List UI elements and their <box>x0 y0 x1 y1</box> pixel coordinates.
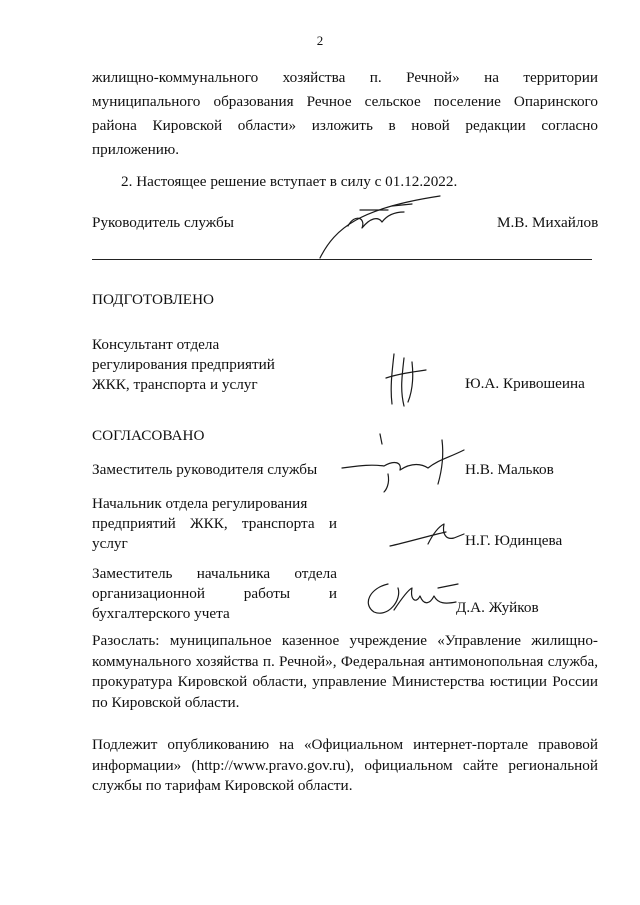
role-line: организационной работы и <box>92 585 337 602</box>
role-line: ЖКК, транспорта и услуг <box>92 376 258 393</box>
distribution-paragraph <box>92 631 598 713</box>
agreed-role-3 <box>92 564 337 624</box>
role-line: Начальник отдела регулирования <box>92 495 308 512</box>
head-signature <box>300 188 450 268</box>
agreed-role-2 <box>92 494 337 554</box>
text-line: прокуратура Кировской области, управление Министерства юстиции России <box>92 673 598 690</box>
agreed-signature-2 <box>388 520 468 552</box>
text-line: коммунального хозяйства п. Речной», Федеральная антимонопольная служба, <box>92 652 598 670</box>
text-line: приложению. <box>92 141 180 158</box>
text-line: информации» (http://www.pravo.gov.ru), официальном сайте региональной <box>92 756 598 774</box>
head-role: Руководитель службы <box>92 214 234 231</box>
prepared-role <box>92 335 275 395</box>
publication-paragraph <box>92 735 598 797</box>
text-line: района Кировской области» изложить в новой редакции согласно <box>92 117 598 134</box>
role-line: предприятий ЖКК, транспорта и <box>92 515 337 532</box>
role-line: услуг <box>92 535 128 552</box>
head-name: М.В. Михайлов <box>497 214 599 231</box>
text-line: по Кировской области. <box>92 693 240 711</box>
agreed-name-2: Н.Г. Юдинцева <box>465 532 563 549</box>
agreed-name-1: Н.В. Мальков <box>465 461 554 478</box>
page-number: 2 <box>316 33 324 48</box>
role-line: Консультант отдела <box>92 336 220 353</box>
role-line: регулирования предприятий <box>92 356 275 373</box>
prepared-heading: ПОДГОТОВЛЕНО <box>92 291 215 308</box>
agreed-signature-1 <box>338 430 468 500</box>
signature-divider <box>92 259 592 260</box>
agreed-signature-3 <box>358 578 468 620</box>
agreed-name-3: Д.А. Жуйков <box>456 599 539 616</box>
role-line: бухгалтерского учета <box>92 605 230 622</box>
text-line: жилищно-коммунального хозяйства п. Речной» на территории <box>92 69 598 86</box>
text-line: службы по тарифам Кировской области. <box>92 777 353 794</box>
text-line: муниципального образования Речное сельское поселение Опаринского <box>92 93 598 110</box>
prepared-name: Ю.А. Кривошеина <box>465 375 585 392</box>
agreed-role-1: Заместитель руководителя службы <box>92 461 318 478</box>
prepared-signature <box>382 352 432 408</box>
text-line: Разослать: муниципальное казенное учреждение «Управление жилищно- <box>92 632 598 649</box>
role-line: Заместитель начальника отдела <box>92 565 337 582</box>
text-line: Подлежит опубликованию на «Официальном интернет-портале правовой <box>92 736 598 753</box>
item-2: 2. Настоящее решение вступает в силу с 01.12.2022. <box>121 173 458 190</box>
intro-paragraph <box>92 66 598 162</box>
agreed-heading: СОГЛАСОВАНО <box>92 427 205 444</box>
